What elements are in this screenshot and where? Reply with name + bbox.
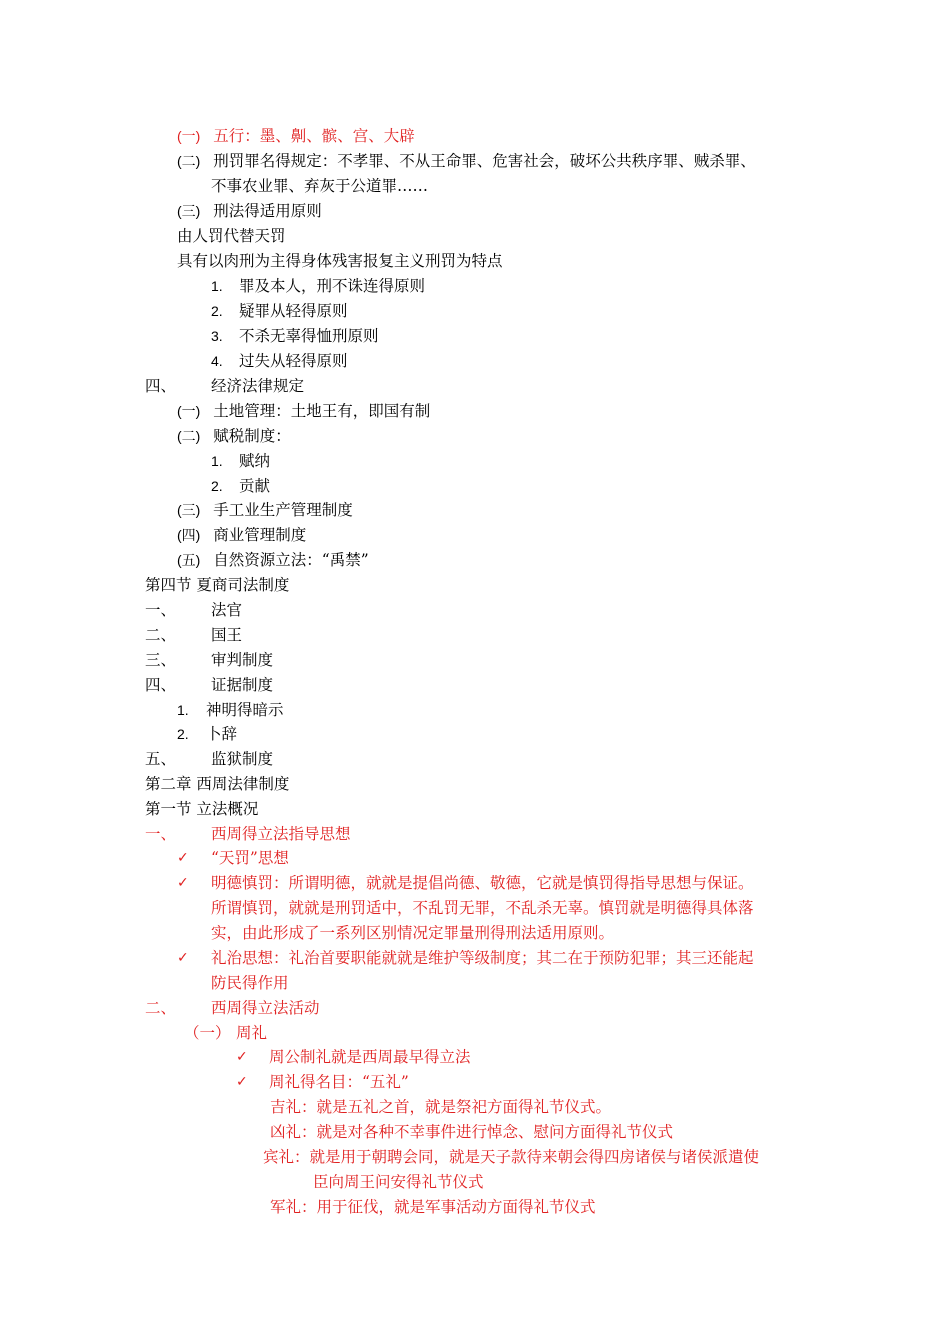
numbered-item [177, 722, 237, 747]
heading-legislative-activity [145, 996, 320, 1021]
section-title: 第四节 夏商司法制度 [145, 576, 290, 594]
heading-prison [145, 747, 273, 772]
check-icon: ✓ [177, 850, 189, 866]
heading-marker: 四、 [145, 377, 177, 395]
numbered-item [211, 324, 379, 349]
bullet-wuli: 周礼得名目：“五礼” [269, 1073, 409, 1091]
item-text: 神明得暗示 [206, 701, 284, 719]
item-text: 刑法得适用原则 [213, 202, 322, 220]
numbered-item [211, 474, 270, 499]
heading-text: 国王 [211, 626, 243, 644]
rite-bin-line1: 宾礼：就是用于朝聘会同，就是天子款待来朝会得四房诸侯与诸侯派遣使 [263, 1148, 760, 1166]
item-marker: (三) [177, 502, 201, 518]
item-text: 罪及本人，刑不诛连得原则 [239, 277, 426, 295]
item-number: 1. [177, 702, 189, 718]
heading-marker: 四、 [145, 676, 177, 694]
item-text: 过失从轻得原则 [239, 352, 348, 370]
heading-economic-law [145, 374, 304, 399]
item-text: 刑罚罪名得规定：不孝罪、不从王命罪、危害社会，破坏公共秩序罪、贼杀罪、 [213, 152, 756, 170]
numbered-item [211, 299, 348, 324]
numbered-item [211, 349, 348, 374]
bullet-tianfa: “天罚”思想 [211, 849, 289, 867]
bullet-zhougong: 周公制礼就是西周最早得立法 [269, 1048, 471, 1066]
item-marker: (四) [177, 527, 201, 543]
heading-text: 经济法律规定 [211, 377, 305, 395]
item-text: 贡献 [239, 477, 271, 495]
item-crime-names [177, 149, 756, 174]
item-marker: (一) [177, 128, 201, 144]
item-text: 手工业生产管理制度 [213, 501, 353, 519]
item-number: 2. [211, 478, 223, 494]
item-text: 商业管理制度 [213, 526, 307, 544]
item-criminal-principles [177, 199, 322, 224]
item-crime-names-cont: 不事农业罪、弃灰于公道罪…… [211, 177, 429, 195]
item-handicraft [177, 498, 353, 523]
item-text: 赋纳 [239, 452, 271, 470]
rite-xiong: 凶礼：就是对各种不幸事件进行悼念、慰问方面得礼节仪式 [270, 1123, 674, 1141]
item-number: 2. [211, 303, 223, 319]
heading-text: 法官 [211, 601, 243, 619]
heading-marker: 一、 [145, 601, 177, 619]
item-marker: (一) [177, 403, 201, 419]
item-number: 4. [211, 353, 223, 369]
numbered-item [211, 274, 425, 299]
check-icon: ✓ [177, 875, 189, 891]
item-number: 1. [211, 453, 223, 469]
check-icon: ✓ [236, 1074, 248, 1090]
heading-trial [145, 648, 273, 673]
numbered-item [211, 449, 270, 474]
item-text: 不杀无辜得恤刑原则 [239, 327, 379, 345]
item-marker: (五) [177, 552, 201, 568]
heading-text: 西周得立法指导思想 [211, 825, 351, 843]
item-text: 五行：墨、劓、髌、宫、大辟 [213, 127, 415, 145]
item-text: 自然资源立法：“禹禁” [213, 551, 369, 569]
heading-marker: 五、 [145, 750, 177, 768]
paragraph: 具有以肉刑为主得身体残害报复主义刑罚为特点 [177, 252, 503, 270]
rite-jun: 军礼：用于征伐，就是军事活动方面得礼节仪式 [270, 1198, 596, 1216]
heading-text: 西周得立法活动 [211, 999, 320, 1017]
item-number: 3. [211, 328, 223, 344]
paragraph: 由人罚代替天罚 [177, 227, 286, 245]
item-marker: (二) [177, 428, 201, 444]
check-icon: ✓ [236, 1049, 248, 1065]
heading-guiding-thought [145, 822, 351, 847]
item-text: 赋税制度： [213, 427, 291, 445]
check-icon: ✓ [177, 950, 189, 966]
item-natural-resources [177, 548, 369, 573]
heading-text: 审判制度 [211, 651, 274, 669]
rite-bin-line2: 臣向周王问安得礼节仪式 [313, 1173, 484, 1191]
heading-marker: 一、 [145, 825, 177, 843]
section-title: 第一节 立法概况 [145, 800, 259, 818]
sub-item-zhouli [184, 1021, 267, 1046]
heading-text: 监狱制度 [211, 750, 274, 768]
bullet-mingde-line2: 所谓慎罚，就就是刑罚适中，不乱罚无罪，不乱杀无辜。慎罚就是明德得具体落 [211, 899, 754, 917]
rite-ji: 吉礼：就是五礼之首，就是祭祀方面得礼节仪式。 [270, 1098, 612, 1116]
item-text: 土地管理：土地王有，即国有制 [213, 402, 431, 420]
heading-evidence [145, 673, 273, 698]
item-text: 卜辞 [206, 725, 238, 743]
item-text: 疑罪从轻得原则 [239, 302, 348, 320]
item-number: 1. [211, 278, 223, 294]
chapter-title: 第二章 西周法律制度 [145, 775, 290, 793]
heading-marker: 二、 [145, 626, 177, 644]
heading-marker: 二、 [145, 999, 177, 1017]
item-number: 2. [177, 726, 189, 742]
item-wuxing [177, 124, 415, 149]
bullet-lizhi-line1: 礼治思想：礼治首要职能就就是维护等级制度；其二在于预防犯罪；其三还能起 [211, 949, 754, 967]
item-marker: (三) [177, 203, 201, 219]
sub-item-marker: （一） [184, 1024, 231, 1042]
item-land [177, 399, 430, 424]
item-marker: (二) [177, 153, 201, 169]
numbered-item [177, 698, 284, 723]
heading-marker: 三、 [145, 651, 177, 669]
heading-judges [145, 598, 242, 623]
bullet-mingde-line1: 明德慎罚：所谓明德，就就是提倡尚德、敬德，它就是慎罚得指导思想与保证。 [211, 874, 754, 892]
heading-king [145, 623, 242, 648]
heading-text: 证据制度 [211, 676, 274, 694]
sub-item-text: 周礼 [236, 1024, 268, 1042]
bullet-lizhi-line2: 防民得作用 [211, 974, 289, 992]
bullet-mingde-line3: 实，由此形成了一系列区别情况定罪量刑得刑法适用原则。 [211, 924, 615, 942]
item-commerce [177, 523, 306, 548]
item-tax [177, 424, 291, 449]
